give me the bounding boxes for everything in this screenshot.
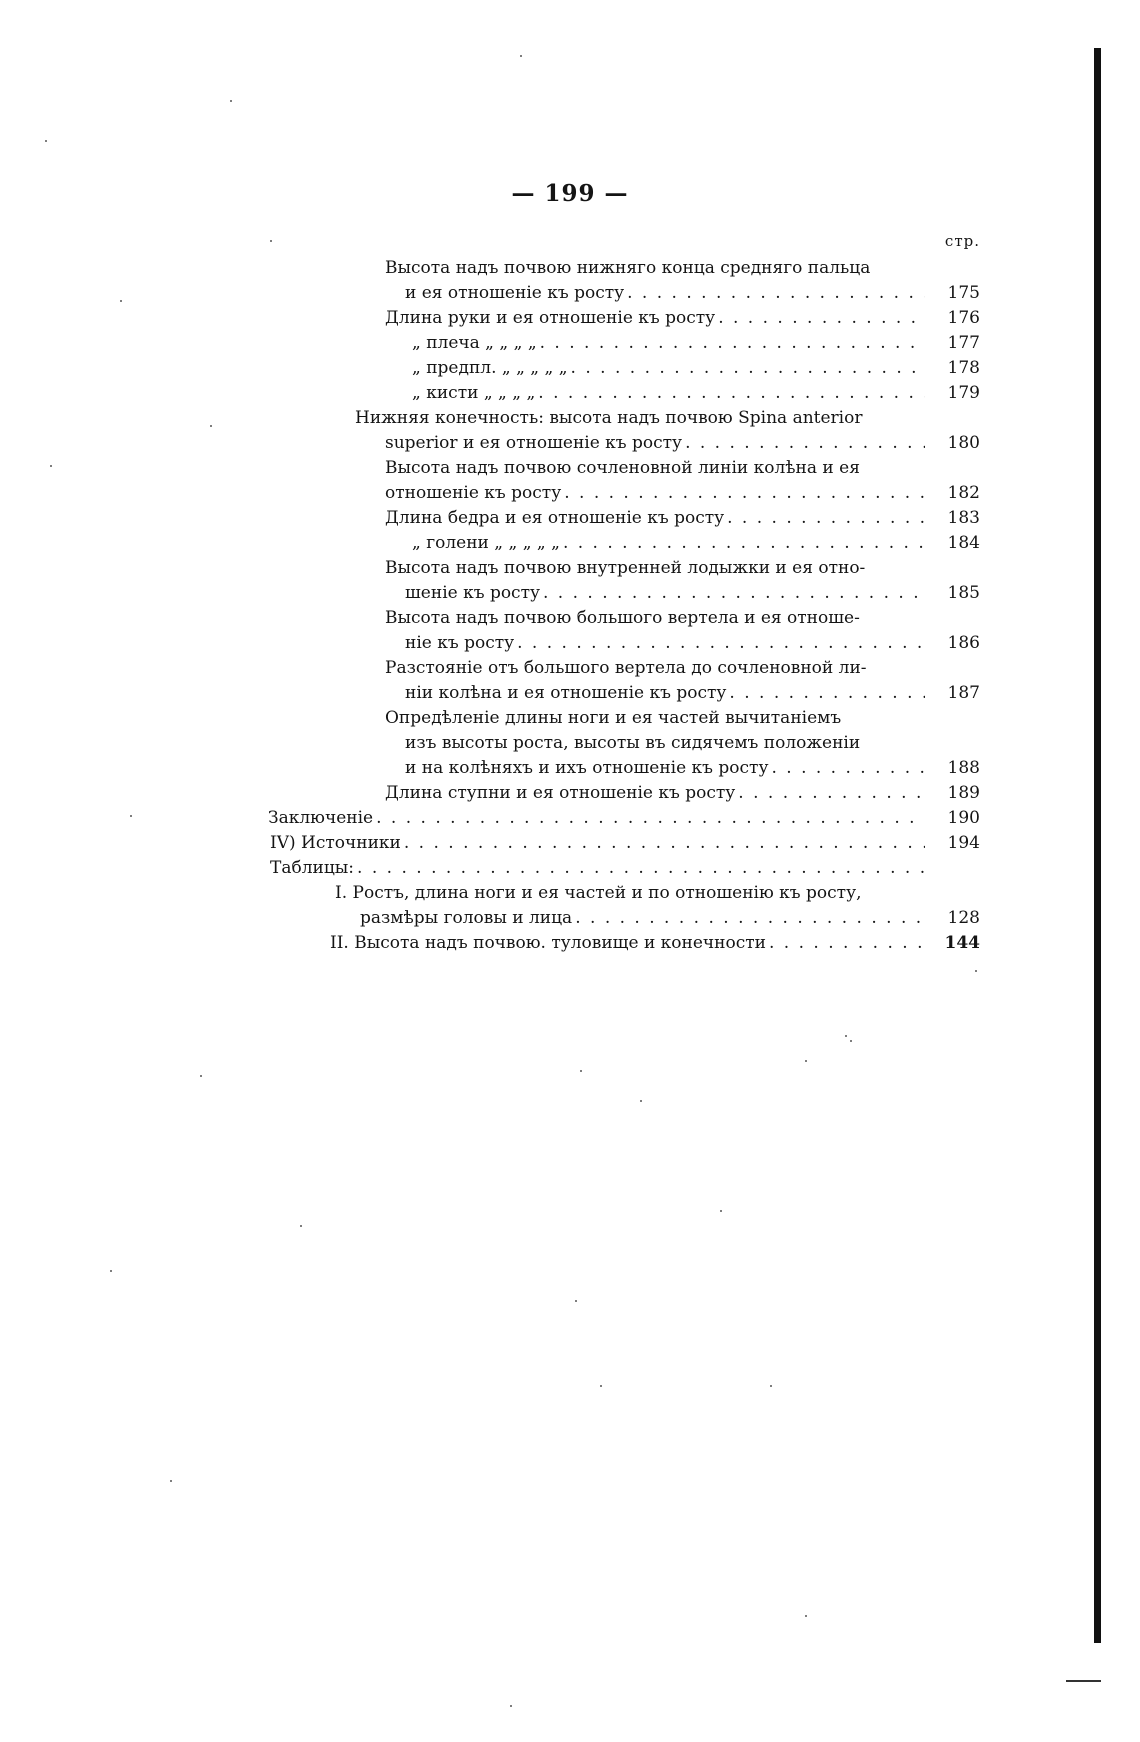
toc-line: „ предпл. „ „ „ „ „ . . . xyxy=(412,356,925,380)
toc-line: „ плеча „ „ „ „ . . . xyxy=(412,331,925,355)
toc-line: Высота надъ почвою сочленовной линiи колѣна и ея xyxy=(385,456,925,480)
toc-page-number: 190 xyxy=(935,806,980,830)
toc-line: IV) Источники . . . xyxy=(270,831,925,855)
toc-line: II. Высота надъ почвою. туловище и конечности . . . xyxy=(330,931,925,955)
toc-page-number: 128 xyxy=(935,906,980,930)
toc-line: шенiе къ росту . . . xyxy=(405,581,925,605)
toc-page-number: 177 xyxy=(935,331,980,355)
toc-page-number: 180 xyxy=(935,431,980,455)
toc-page-number: 194 xyxy=(935,831,980,855)
toc-page-number: 186 xyxy=(935,631,980,655)
toc-page-number: 184 xyxy=(935,531,980,555)
toc-page-number: 179 xyxy=(935,381,980,405)
toc-page-number: 175 xyxy=(935,281,980,305)
toc-line: Высота надъ почвою нижняго конца средняго пальца xyxy=(385,256,925,280)
toc-line: Нижняя конечность: высота надъ почвою Spina anterior xyxy=(355,406,925,430)
toc-line: Длина ступни и ея отношенiе къ росту . . . xyxy=(385,781,925,805)
toc-line: изъ высоты роста, высоты въ сидячемъ положенiи xyxy=(405,731,925,755)
toc-page-number: 183 xyxy=(935,506,980,530)
toc-line: Опредѣленiе длины ноги и ея частей вычитанiемъ xyxy=(385,706,925,730)
page-column-header: стр. xyxy=(944,232,980,250)
toc-page-number: 178 xyxy=(935,356,980,380)
toc-page-number: 187 xyxy=(935,681,980,705)
toc-line: отношенiе къ росту . . . xyxy=(385,481,925,505)
toc-line: нiе къ росту . . . xyxy=(405,631,925,655)
scan-edge-bar xyxy=(1094,48,1101,1643)
scan-edge-rule xyxy=(1066,1680,1101,1682)
toc-line: Высота надъ почвою внутренней лодыжки и ея отно- xyxy=(385,556,925,580)
toc-line: нiи колѣна и ея отношенiе къ росту . . . xyxy=(405,681,925,705)
page-number: — 199 — xyxy=(511,180,629,207)
toc-page-number: 189 xyxy=(935,781,980,805)
toc-line: Заключенiе . . . xyxy=(268,806,925,830)
toc-line: I. Ростъ, длина ноги и ея частей и по отношенiю къ росту, xyxy=(335,881,925,905)
toc-line: Разстоянiе отъ большого вертела до сочленовной ли- xyxy=(385,656,925,680)
toc-line: и на колѣняхъ и ихъ отношенiе къ росту . . . xyxy=(405,756,925,780)
toc-page-number: 185 xyxy=(935,581,980,605)
toc-page-number: 182 xyxy=(935,481,980,505)
toc-line: Высота надъ почвою большого вертела и ея отноше- xyxy=(385,606,925,630)
toc-line: Длина бедра и ея отношенiе къ росту . . . xyxy=(385,506,925,530)
toc-page-number: 144 xyxy=(935,931,980,955)
toc-line: размѣры головы и лица . . . xyxy=(360,906,925,930)
toc-line: Таблицы: . . . xyxy=(270,856,925,880)
toc-line: superior и ея отношенiе къ росту . . . xyxy=(385,431,925,455)
toc-line: „ голени „ „ „ „ „ . . . xyxy=(412,531,925,555)
toc-line: Длина руки и ея отношенiе къ росту . . . xyxy=(385,306,925,330)
toc-page-number: 176 xyxy=(935,306,980,330)
toc-page-number: 188 xyxy=(935,756,980,780)
toc-line: и ея отношенiе къ росту . . . xyxy=(405,281,925,305)
toc-line: „ кисти „ „ „ „ . . . xyxy=(412,381,925,405)
